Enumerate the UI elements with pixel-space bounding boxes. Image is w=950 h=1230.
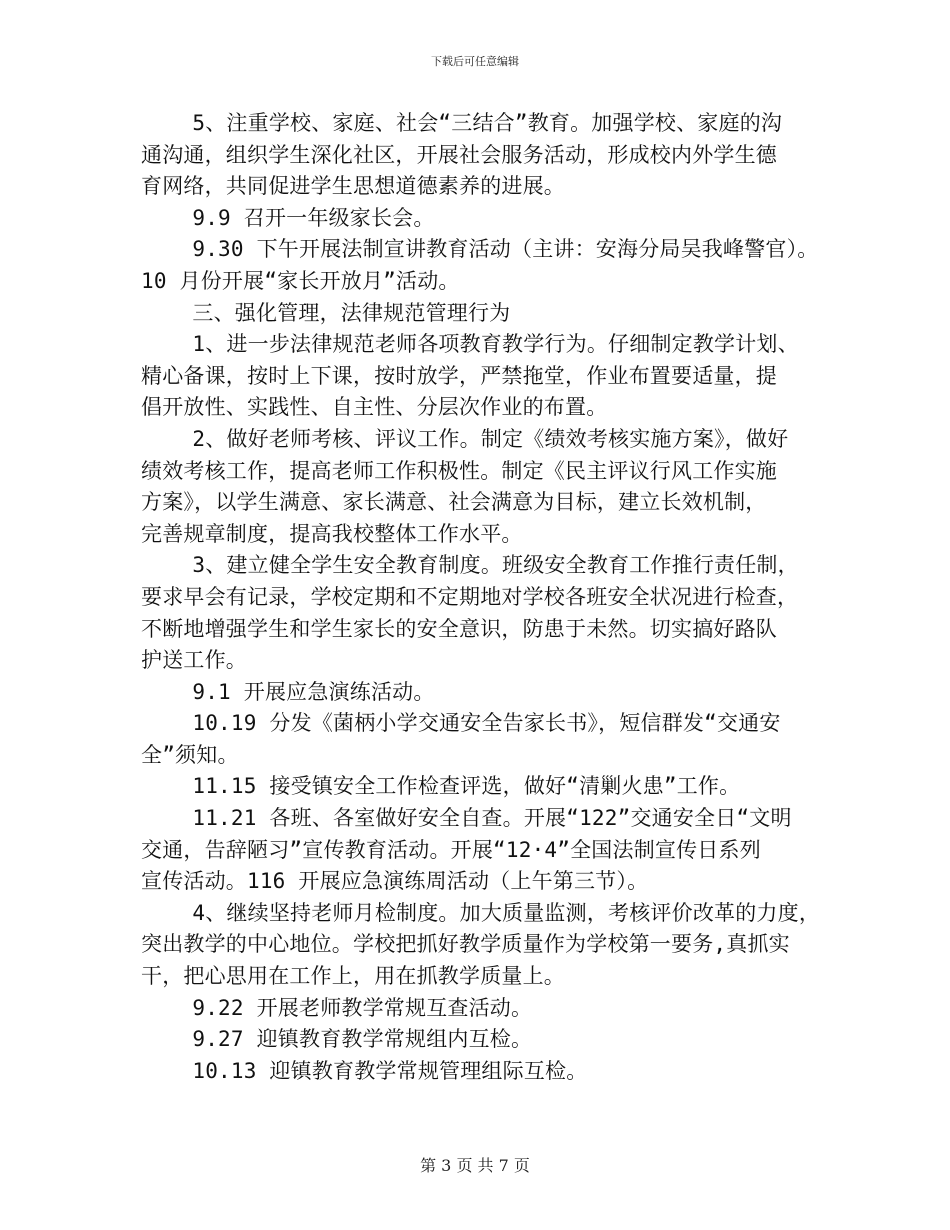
paragraph-emergency-drill: 9.1 开展应急演练活动。 [141,679,435,704]
paragraph-legal-lecture: 9.30 下午开展法制宣讲教育活动（主讲：安海分局吴我峰警官）。 10 月份开展“家长开放月”活动。 [141,237,819,293]
document-body [141,108,831,1087]
section-heading-management: 三、强化管理，法律规范管理行为 [141,300,511,325]
paragraph-group-check: 9.27 迎镇教育教学常规组内互检。 [141,1027,533,1052]
paragraph-safety-education: 3、建立健全学生安全教育制度。班级安全教育工作推行责任制， 要求早会有记录，学校定期和不定期地对学校各班安全状况进行检查， 不断地增强学生和学生家长的安全意识，防患于未然。切实搞好路队 护送工作。 [141,553,799,673]
paragraph-parent-meeting: 9.9 召开一年级家长会。 [141,205,435,230]
paragraph-home-school-society: 5、注重学校、家庭、社会“三结合”教育。加强学校、家庭的沟 通沟通，组织学生深化社区，开展社会服务活动，形成校内外学生德 育网络，共同促进学生思想道德素养的进展。 [141,111,783,199]
paragraph-monthly-check: 4、继续坚持老师月检制度。加大质量监测，考核评价改革的力度， 突出教学的中心地位。学校把抓好教学质量作为学校第一要务,真抓实 干，把心思用在工作上，用在抓教学质量上。 [141,900,821,989]
paragraph-traffic-safety-letter: 10.19 分发《菌柄小学交通安全告家长书》，短信群发“交通安 全”须知。 [141,711,781,767]
paragraph-teacher-evaluation: 2、做好老师考核、评议工作。制定《绩效考核实施方案》，做好 绩效考核工作，提高老师工作积极性。制定《民主评议行风工作实施 方案》，以学生满意、家长满意、社会满意为目标，建立长效机制， 完善规章制度，提高我校整体工作水平。 [141,426,789,546]
page-header-note: 下载后可任意编辑 [431,55,519,68]
paragraph-self-check: 11.21 各班、各室做好安全自查。开展“122”交通安全日“文明 交通，告辞陋习”宣传教育活动。开展“12·4”全国法制宣传日系列 宣传活动。116 开展应急演练周活动（上午第三节）。 [141,806,792,894]
paragraph-mutual-check: 9.22 开展老师教学常规互查活动。 [141,995,533,1020]
paragraph-teaching-behavior: 1、进一步法律规范老师各项教育教学行为。仔细制定教学计划、 精心备课，按时上下课，按时放学，严禁拖堂，作业布置要适量，提 倡开放性、实践性、自主性、分层次作业的布置。 [141,332,799,420]
page-number: 第 3 页 共 7 页 [420,1156,530,1175]
paragraph-safety-inspection: 11.15 接受镇安全工作检查评选，做好“清剿火患”工作。 [141,774,741,799]
paragraph-inter-group-check: 10.13 迎镇教育教学常规管理组际互检。 [141,1058,588,1083]
